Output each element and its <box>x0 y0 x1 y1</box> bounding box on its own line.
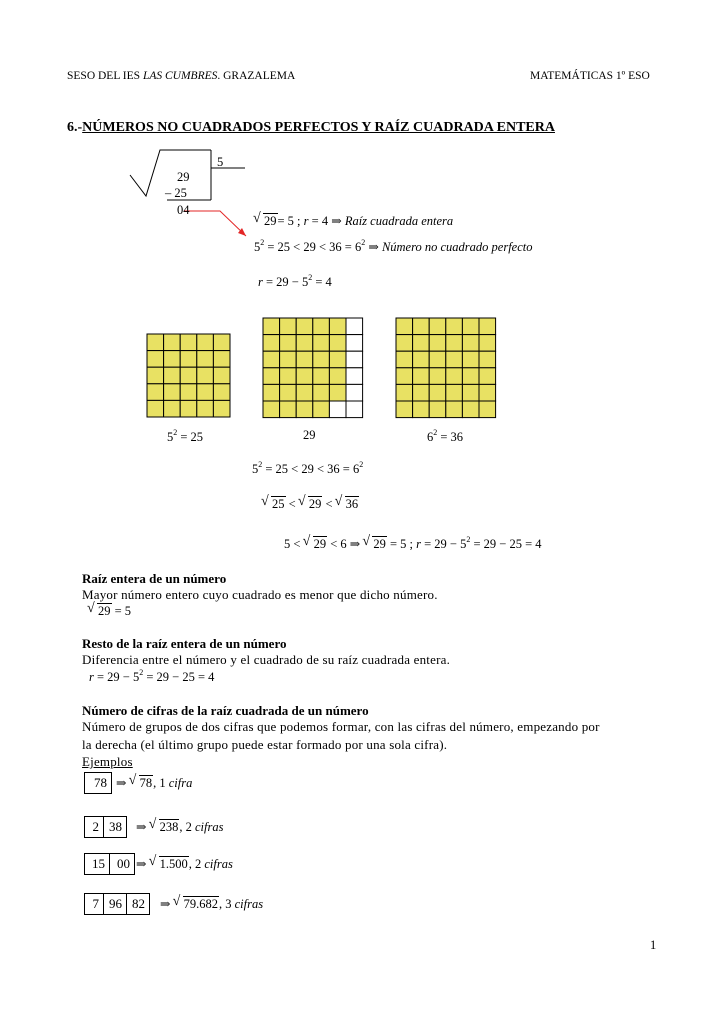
grid-cell-filled <box>197 351 214 368</box>
grid-cell-filled <box>462 368 479 385</box>
definition-integer-root-text: Mayor número entero cuyo cuadrado es menor que dicho número. <box>82 587 438 602</box>
grid-cell-filled <box>180 351 197 368</box>
definition-integer-root-example: √ 29 = 5 <box>88 604 131 619</box>
grid-cell-filled <box>446 384 463 401</box>
grid-cell-filled <box>462 335 479 352</box>
grid-cell-filled <box>329 368 346 385</box>
example-box-78 <box>84 772 112 794</box>
grid-cell-filled <box>329 351 346 368</box>
grid-cell-empty <box>346 318 363 335</box>
grid-cell-filled <box>429 335 446 352</box>
grid-cell-filled <box>429 384 446 401</box>
example-group: 78 <box>84 772 112 794</box>
grid-cell-filled <box>396 384 413 401</box>
formula-integer-root: √ 29= 5 ; r = 4 ⇒ Raíz cuadrada entera <box>254 213 453 229</box>
grid-cell-filled <box>313 318 330 335</box>
formula-remainder: $r = 29 - 5^2 = 4$ <box>258 273 332 289</box>
grid-cell-filled <box>329 384 346 401</box>
definition-integer-root-title: Raíz entera de un número <box>82 571 227 586</box>
example-result-1500: ⇒ √ 1.500, 2 cifras <box>136 856 233 872</box>
grid-cell-filled <box>263 368 280 385</box>
page-number: 1 <box>650 938 657 952</box>
example-group: 00 <box>109 853 135 875</box>
grid-cell-filled <box>396 368 413 385</box>
grid-cell-filled <box>429 351 446 368</box>
grid-cell-filled <box>280 335 297 352</box>
grid-cell-filled <box>280 318 297 335</box>
header-left: SESO DEL IES LAS CUMBRES. GRAZALEMA <box>67 70 296 82</box>
grid-cell-filled <box>313 335 330 352</box>
grid-cell-filled <box>180 400 197 417</box>
grid-cell-filled <box>164 334 181 351</box>
grid-cell-filled <box>180 367 197 384</box>
grid-cell-filled <box>296 401 313 418</box>
definition-remainder-title: Resto de la raíz entera de un número <box>82 636 287 651</box>
definition-digits-title: Número de cifras de la raíz cuadrada de un número <box>82 703 369 718</box>
grid-cell-filled <box>413 335 430 352</box>
grid-cell-filled <box>446 401 463 418</box>
grid-cell-filled <box>479 335 496 352</box>
grid-cell-filled <box>396 401 413 418</box>
division-number: 29 <box>177 170 190 184</box>
grid-cell-filled <box>180 384 197 401</box>
grid-cell-filled <box>462 318 479 335</box>
section-title: 6.-NÚMEROS NO CUADRADOS PERFECTOS Y RAÍZ CUADRADA ENTERA <box>67 120 555 135</box>
grid-cell-filled <box>280 351 297 368</box>
grid-cell-filled <box>213 351 230 368</box>
division-remainder: 04 <box>177 203 190 217</box>
grid-cell-filled <box>479 368 496 385</box>
grid-cell-filled <box>462 351 479 368</box>
grid-cell-filled <box>413 351 430 368</box>
definition-remainder-example: $r = 29 - 5^2 = 29 - 25 = 4$ <box>89 668 215 684</box>
grid-cell-filled <box>147 351 164 368</box>
example-box-238 <box>84 816 127 838</box>
grid-label-29: 29 <box>303 428 316 442</box>
grid-cell-filled <box>263 351 280 368</box>
division-subtract: – 25 <box>165 186 187 200</box>
formula-not-perfect-square: $5^2 = 25 < 29 < 36 = 6^2$ ⇒ Número no cuadrado perfecto <box>254 238 533 254</box>
example-result-78: ⇒ √ 78, 1 cifra <box>116 775 192 791</box>
grid-cell-filled <box>197 367 214 384</box>
grid-cell-empty <box>329 401 346 418</box>
grid-label-25: $5^2 = 25$ <box>167 428 204 444</box>
grid-cell-filled <box>197 384 214 401</box>
grid-cell-filled <box>479 401 496 418</box>
inequality-conclusion: 5 < √ 29 < 6 ⇒ √ 29 = 5 ; $r = 29 - 5^2 = 29 - 25 = 4$ <box>284 535 542 552</box>
grid-cell-filled <box>263 335 280 352</box>
grid-cell-filled <box>313 384 330 401</box>
grid-cell-filled <box>329 318 346 335</box>
grid-cell-filled <box>396 318 413 335</box>
grid-cell-filled <box>462 384 479 401</box>
example-group: 38 <box>103 816 127 838</box>
grid-cell-filled <box>164 367 181 384</box>
example-box-1500 <box>84 853 135 875</box>
example-result-238: ⇒ √ 238, 2 cifras <box>136 819 223 835</box>
division-result: 5 <box>217 155 224 169</box>
grid-cell-filled <box>429 401 446 418</box>
definition-digits-text-2: la derecha (el último grupo puede estar formado por una sola cifra). <box>82 737 448 752</box>
grid-cell-filled <box>313 351 330 368</box>
grid-cell-filled <box>296 318 313 335</box>
grid-cell-filled <box>280 368 297 385</box>
grid-cell-filled <box>296 368 313 385</box>
grid-cell-filled <box>446 318 463 335</box>
grid-cell-filled <box>479 318 496 335</box>
grid-cell-filled <box>164 400 181 417</box>
grid-cell-filled <box>413 401 430 418</box>
grid-cell-filled <box>213 367 230 384</box>
example-box-79682 <box>84 893 150 915</box>
grid-cell-filled <box>429 318 446 335</box>
grid-cell-filled <box>446 335 463 352</box>
grid-cell-filled <box>197 400 214 417</box>
examples-label: Ejemplos <box>82 754 133 769</box>
example-group: 96 <box>103 893 126 915</box>
grid-cell-filled <box>429 368 446 385</box>
grid-cell-filled <box>479 351 496 368</box>
grid-cell-filled <box>313 368 330 385</box>
grid-cell-filled <box>213 384 230 401</box>
example-group: 2 <box>84 816 103 838</box>
grid-cell-empty <box>346 401 363 418</box>
grid-cell-filled <box>263 318 280 335</box>
example-result-79682: ⇒ √ 79.682, 3 cifras <box>160 896 263 912</box>
grid-cell-empty <box>346 384 363 401</box>
grid-cell-filled <box>313 401 330 418</box>
grid-cell-filled <box>147 384 164 401</box>
grid-cell-filled <box>296 384 313 401</box>
grid-cell-filled <box>413 384 430 401</box>
definition-remainder-text: Diferencia entre el número y el cuadrado de su raíz cuadrada entera. <box>82 652 451 667</box>
grid-cell-filled <box>396 351 413 368</box>
grid-cell-filled <box>479 384 496 401</box>
grid-cell-empty <box>346 351 363 368</box>
inequality-squares: $5^2 = 25 < 29 < 36 = 6^2$ <box>252 460 364 476</box>
grid-cell-filled <box>263 401 280 418</box>
example-group: 82 <box>126 893 150 915</box>
grid-cell-filled <box>263 384 280 401</box>
header-right: MATEMÁTICAS 1º ESO <box>530 70 650 82</box>
grid-cell-filled <box>280 384 297 401</box>
grid-cell-filled <box>213 400 230 417</box>
grid-cell-filled <box>213 334 230 351</box>
grid-cell-filled <box>413 368 430 385</box>
grid-cell-filled <box>147 400 164 417</box>
grid-cell-empty <box>346 368 363 385</box>
grid-cell-filled <box>296 351 313 368</box>
example-group: 7 <box>84 893 103 915</box>
grid-cell-empty <box>346 335 363 352</box>
inequality-roots: √ 25 < √ 29 < √ 36 <box>262 497 359 512</box>
grid-cell-filled <box>147 367 164 384</box>
grid-cell-filled <box>413 318 430 335</box>
grid-cell-filled <box>329 335 346 352</box>
grid-cell-filled <box>164 351 181 368</box>
grid-cell-filled <box>280 401 297 418</box>
example-group: 15 <box>84 853 109 875</box>
grid-label-36: $6^2 = 36$ <box>427 428 464 444</box>
grid-cell-filled <box>446 351 463 368</box>
grid-cell-filled <box>396 335 413 352</box>
grid-cell-filled <box>180 334 197 351</box>
grid-cell-filled <box>462 401 479 418</box>
definition-digits-text-1: Número de grupos de dos cifras que podemos formar, con las cifras del número, empezando por <box>82 719 600 734</box>
grid-cell-filled <box>197 334 214 351</box>
grid-cell-filled <box>147 334 164 351</box>
grid-cell-filled <box>164 384 181 401</box>
grid-cell-filled <box>446 368 463 385</box>
grid-cell-filled <box>296 335 313 352</box>
